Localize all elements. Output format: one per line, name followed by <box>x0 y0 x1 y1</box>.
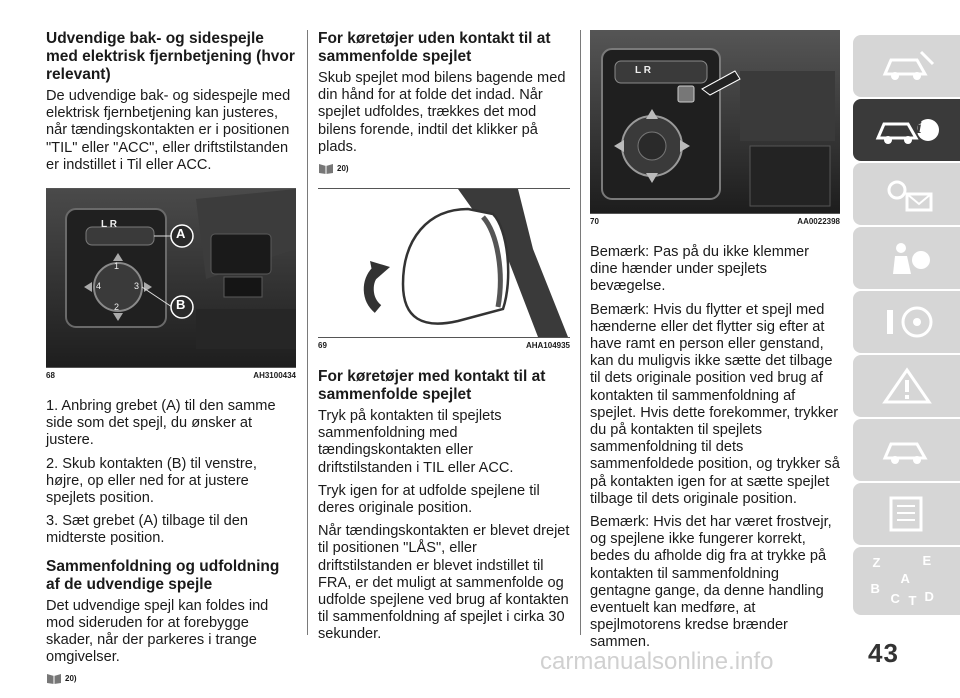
starting-driving-icon <box>877 302 937 342</box>
paragraph: Tryk igen for at udfolde spejlene til deres originale position. <box>318 482 540 517</box>
figure-69 <box>318 188 570 338</box>
section-heading: For køretøjer uden kontakt til at sammenfolde spejlet <box>318 30 551 65</box>
paragraph: De udvendige bak- og sidespejle med elektrisk fjernbetjening kan justeres, når tændingskontakten er i positionen "TIL" eller "ACC", eller driftstilstanden er indstillet i Til eller ACC. <box>46 88 291 173</box>
figure-number: 68 <box>46 371 55 381</box>
section-heading: For køretøjer med kontakt til at sammenfolde spejlet <box>318 368 546 404</box>
paragraph: Skub spejlet mod bilens bagende med din hånd for at folde det indad. Når spejlet udfoldes, trækkes det mod bilens forende, indtil det klikker på plads. <box>318 70 566 155</box>
callout-b: B <box>176 297 186 313</box>
folding-mirror-illustration <box>318 189 570 337</box>
tab-safety[interactable] <box>853 227 960 289</box>
figure-68 <box>46 188 296 368</box>
column-2 <box>318 30 570 650</box>
step-1: 1. Anbring grebet (A) til den samme side som det spejl, du ønsker at justere. <box>46 398 276 449</box>
figure-caption <box>46 371 296 380</box>
step-2: 2. Skub kontakten (B) til venstre, højre, op eller ned for at justere spejlets position. <box>46 455 257 507</box>
figure-code: AA0022398 <box>797 217 840 226</box>
book-warning-icon <box>318 162 334 174</box>
position-3: 3 <box>134 281 140 292</box>
warning-reference: 20) <box>46 672 296 684</box>
tab-maintenance[interactable] <box>853 419 960 481</box>
tab-technical-data[interactable] <box>853 483 960 545</box>
figure-caption <box>590 217 840 226</box>
section-heading: Sammenfoldning og udfoldning af de udvendige spejle <box>46 557 280 593</box>
column-1 <box>46 30 296 698</box>
tab-emergency[interactable] <box>853 355 960 417</box>
figure-code: AHA104935 <box>525 341 570 351</box>
position-4: 4 <box>96 281 102 292</box>
section-heading: Udvendige bak- og sidespejle med elektrisk fjernbetjening (hvor relevant) <box>46 30 295 83</box>
position-2: 2 <box>114 302 120 313</box>
position-1: 1 <box>114 261 120 272</box>
technical-data-icon <box>877 494 937 534</box>
car-dashboard-icon <box>877 46 937 86</box>
note: Bemærk: Pas på du ikke klemmer dine hænder under spejlets bevægelse. <box>590 244 809 295</box>
emergency-warning-icon <box>877 366 937 406</box>
watermark: carmanualsonline.info <box>540 648 774 675</box>
column-divider <box>580 30 581 635</box>
chapter-sidebar <box>853 35 960 617</box>
info-glyph: i <box>916 118 923 137</box>
page-number: 43 <box>868 638 899 668</box>
paragraph: Når tændingskontakten er blevet drejet til positionen "LÅS", eller driftstilstanden er blevet indstillet til FRA, er det muligt at sammenfolde og udfolde spejlene ved brug af kontakten til sammenfoldning af spejlet i cirka 30 sekunder. <box>318 523 570 643</box>
figure-number: 69 <box>318 341 327 351</box>
step-3: 3. Sæt grebet (A) tilbage til den midterste position. <box>46 513 248 547</box>
note: Bemærk: Hvis du flytter et spejl med hænderne eller det flytter sig efter at have ramt en person eller genstand, kan du muligvis ikke sætte det tilbage til dets originale position ved brug af kontakten til sammenfoldning af spejlet. Hvis dette forekommer, trykker du på kontakten til spejlets sammenfoldning til dets sammenfoldede position, og trykker så på kontakten igen for at sætte spejlet tilbage til dets originale position. <box>590 301 840 507</box>
note: Bemærk: Hvis det har været frostvejr, og spejlene ikke fungerer korrekt, bedes du afholde dig fra at trykke på kontakten til sammenfoldning gentagne gange, da denne handling eventuelt kan medføre, at spejlmotorens kredse brænder sammen. <box>590 514 832 651</box>
car-info-icon <box>872 110 942 150</box>
switch-lr-label: L R <box>635 65 651 76</box>
alphabetical-index-icon: Z E A B C D T <box>870 553 934 608</box>
car-maintenance-icon <box>877 430 937 470</box>
tab-car-info[interactable] <box>853 99 960 161</box>
tab-starting-driving[interactable] <box>853 291 960 353</box>
tab-dashboard[interactable] <box>853 35 960 97</box>
callout-a: A <box>176 226 186 242</box>
tab-alphabetical-index[interactable] <box>853 547 960 615</box>
mirror-switch-illustration <box>46 189 296 367</box>
figure-number: 70 <box>590 217 599 226</box>
switch-lr-label: L R <box>101 219 117 231</box>
figure-70 <box>590 30 840 214</box>
paragraph: Tryk på kontakten til spejlets sammenfoldning med tændingskontakten eller driftstilstanden i TIL eller ACC. <box>318 408 514 476</box>
column-divider <box>307 30 308 635</box>
warning-lights-icon <box>877 174 937 214</box>
figure-code: AH3100434 <box>253 371 296 381</box>
airbag-seatbelt-icon <box>877 238 937 278</box>
warning-reference: 20) <box>318 162 570 174</box>
paragraph: Det udvendige spejl kan foldes ind mod sideruden for at forebygge skader, når der parkeres i trange omgivelser. <box>46 597 269 666</box>
column-3 <box>590 30 840 658</box>
mirror-fold-switch-illustration <box>590 31 840 213</box>
book-warning-icon <box>46 672 62 684</box>
tab-warning-lights[interactable] <box>853 163 960 225</box>
figure-caption <box>318 341 570 350</box>
